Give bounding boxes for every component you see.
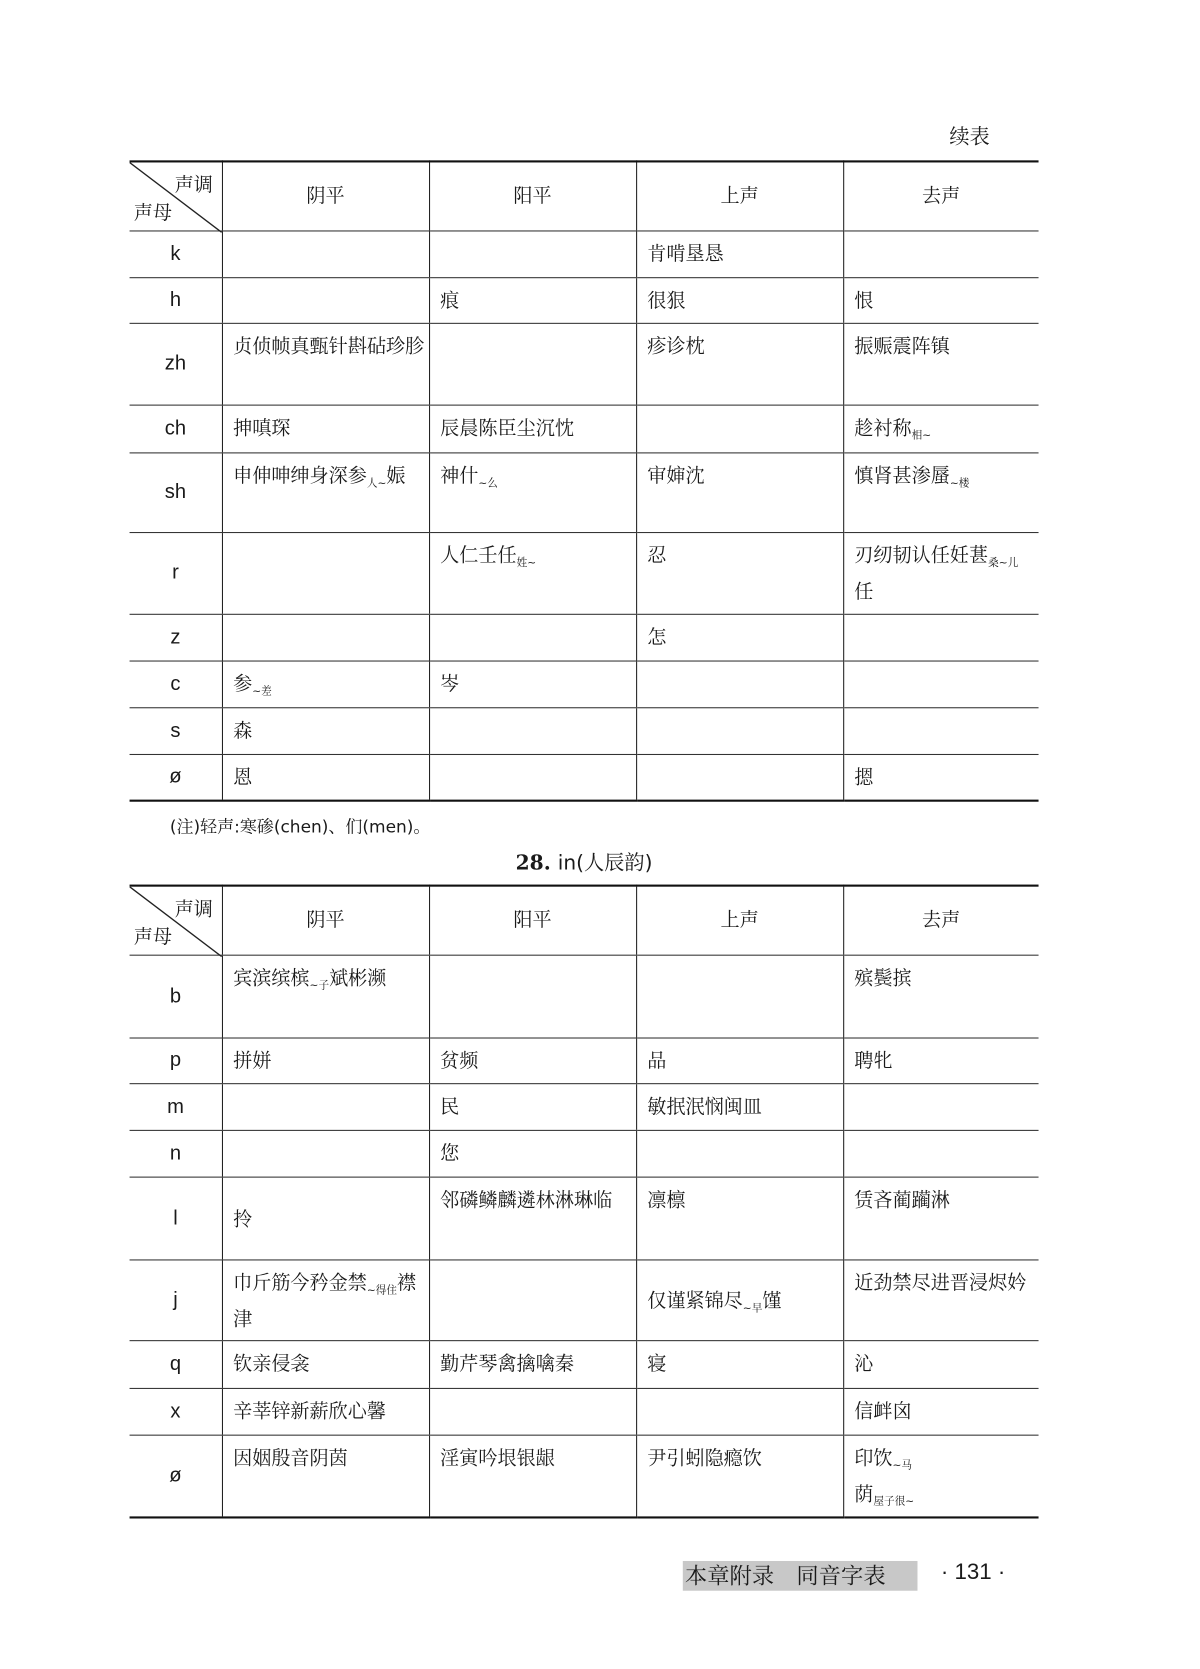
homophone-chars: 辰晨陈臣尘沉忱: [440, 417, 574, 440]
usage-note: ~子: [309, 980, 330, 992]
homophone-chars: 恨: [854, 289, 874, 313]
homophone-chars: 神什: [440, 465, 479, 488]
chars-cell: [429, 1038, 636, 1084]
chars-cell: [843, 453, 1038, 533]
homophone-chars: 很狠: [647, 289, 686, 313]
homophone-chars: 岑: [440, 673, 460, 696]
homophone-chars: 参: [233, 673, 253, 696]
chars-cell: [636, 661, 843, 708]
corner-initial-label: 声母: [133, 201, 173, 223]
homophone-chars: 聘牝: [854, 1050, 893, 1073]
page-number: · 131 ·: [940, 1559, 1006, 1585]
homophone-chars: 斌彬濒: [329, 967, 387, 990]
chars-cell: [636, 754, 843, 800]
table-row: [130, 708, 1039, 755]
chars-cell: [429, 1388, 636, 1435]
initial-cell: l: [130, 1177, 222, 1260]
homophone-chars: 品: [647, 1050, 667, 1073]
homophone-chars: 森: [233, 719, 253, 743]
homophone-chars: 近劲禁尽进晋浸烬妗: [854, 1272, 1027, 1295]
homophone-chars: 辛莘锌新薪欣心馨: [233, 1400, 387, 1423]
chars-cell: [843, 1435, 1038, 1517]
homophone-chars: 任: [854, 580, 874, 604]
chars-cell: [843, 278, 1038, 324]
chars-cell: [429, 754, 636, 800]
homophone-chars: 抻嗔琛: [233, 417, 291, 440]
chars-cell: [222, 323, 429, 405]
initial-cell: x: [130, 1388, 222, 1435]
chars-cell: [636, 533, 843, 615]
homophone-chars: 宾滨缤槟: [233, 967, 310, 990]
initial-cell: r: [130, 533, 222, 615]
usage-note: 人~: [366, 477, 387, 490]
chars-cell: [843, 708, 1038, 755]
chars-cell: [429, 323, 636, 405]
homophone-chars: 疹诊枕: [647, 335, 705, 358]
chars-cell: [636, 323, 843, 405]
chars-cell: [843, 533, 1038, 615]
chars-cell: [429, 955, 636, 1038]
tone-header: 上声: [636, 886, 843, 956]
table-row: [130, 1260, 1039, 1341]
corner-tone-label: 声调: [174, 174, 213, 196]
homophone-chars: 民: [440, 1095, 460, 1119]
chars-cell: [222, 1341, 429, 1389]
running-footer: 本章附录 同音字表: [683, 1561, 918, 1591]
corner-tone-label: 声调: [174, 898, 213, 920]
usage-note: ~马: [892, 1460, 913, 1472]
chars-cell: [429, 278, 636, 324]
initial-cell: q: [130, 1341, 222, 1389]
tone-header: 去声: [843, 886, 1038, 956]
table-row: [130, 1435, 1039, 1517]
corner-cell: [130, 161, 222, 231]
usage-note: 屋子很~: [873, 1496, 915, 1508]
initial-cell: zh: [130, 323, 222, 405]
table-row: [130, 533, 1039, 615]
initial-cell: c: [130, 661, 222, 708]
chars-cell: [429, 1341, 636, 1389]
table-row: [130, 1130, 1039, 1177]
chars-cell: [636, 1084, 843, 1131]
homophone-chars: 因姻殷音阴茵: [233, 1447, 348, 1470]
chars-cell: [429, 1084, 636, 1131]
chars-cell: [636, 1341, 843, 1389]
initial-cell: ø: [130, 1435, 222, 1517]
usage-note: ~得住: [366, 1284, 398, 1297]
usage-note: 姓~: [516, 557, 537, 570]
usage-note: ~么: [478, 477, 498, 490]
chars-cell: [429, 1435, 636, 1517]
homophone-chars: 您: [440, 1142, 460, 1165]
section-rhyme: in(人辰韵): [557, 851, 653, 876]
table-row: [130, 1388, 1039, 1435]
homophone-chars: 荫: [854, 1483, 874, 1506]
chars-cell: [222, 661, 429, 708]
table-note: (注)轻声:寒碜(chen)、们(men)。: [169, 816, 431, 837]
tone-header: 去声: [843, 161, 1038, 231]
homophone-chars: 淫寅吟垠银龈: [440, 1447, 555, 1470]
tone-header: 阳平: [429, 161, 636, 231]
homophone-chars: 拎: [233, 1208, 253, 1231]
homophone-chars: 慎肾甚渗蜃: [854, 465, 950, 488]
chars-cell: [429, 614, 636, 661]
usage-note: ~差: [252, 685, 272, 698]
chars-cell: [636, 1038, 843, 1084]
chars-cell: [636, 1177, 843, 1260]
corner-cell: [130, 886, 222, 956]
tone-header: 阳平: [429, 886, 636, 956]
chars-cell: [429, 405, 636, 453]
chars-cell: [222, 405, 429, 453]
initial-cell: n: [130, 1130, 222, 1177]
initial-cell: m: [130, 1084, 222, 1131]
homophone-chars: 刃纫韧认任妊葚: [854, 544, 989, 568]
chars-cell: [429, 1177, 636, 1260]
chars-cell: [222, 614, 429, 661]
chars-cell: [636, 405, 843, 453]
table-row: [130, 614, 1039, 661]
chars-cell: [843, 323, 1038, 405]
homophone-chars: 娠: [386, 465, 406, 488]
table-row: [130, 453, 1039, 533]
corner-initial-label: 声母: [133, 925, 173, 948]
chars-cell: [843, 1341, 1038, 1389]
homophone-chars: 人仁壬任: [440, 544, 517, 568]
homophone-table-en: [130, 160, 1039, 801]
homophone-chars: 寝: [647, 1352, 667, 1376]
usage-note: 桑~儿: [988, 557, 1019, 570]
initial-cell: h: [130, 278, 222, 324]
initial-cell: ø: [130, 754, 222, 800]
section-number: 28.: [515, 851, 551, 876]
chars-cell: [636, 1435, 843, 1517]
usage-note: ~楼: [949, 477, 970, 490]
homophone-chars: 肯啃垦恳: [647, 243, 724, 266]
table-row: [130, 405, 1039, 453]
table-row: [130, 1084, 1039, 1131]
chars-cell: [222, 278, 429, 324]
homophone-chars: 钦亲侵衾: [233, 1352, 310, 1376]
chars-cell: [222, 754, 429, 800]
homophone-chars: 摁: [854, 766, 874, 789]
chars-cell: [843, 1177, 1038, 1260]
chars-cell: [843, 661, 1038, 708]
table-row: [130, 1038, 1039, 1084]
homophone-chars: 襟津: [233, 1272, 417, 1331]
initial-cell: k: [130, 231, 222, 278]
homophone-chars: 印饮: [854, 1447, 893, 1470]
chars-cell: [843, 754, 1038, 800]
chars-cell: [429, 1260, 636, 1341]
chars-cell: [222, 533, 429, 615]
homophone-chars: 邻磷鳞麟遴林淋琳临: [440, 1189, 613, 1212]
chars-cell: [843, 955, 1038, 1038]
chars-cell: [636, 708, 843, 755]
homophone-table-in: [130, 885, 1039, 1518]
usage-note: ~早: [742, 1302, 763, 1315]
initial-cell: z: [130, 614, 222, 661]
chars-cell: [429, 1130, 636, 1177]
chars-cell: [222, 955, 429, 1038]
chars-cell: [843, 1084, 1038, 1131]
table-row: [130, 278, 1039, 324]
homophone-chars: 贫频: [440, 1050, 479, 1073]
chars-cell: [429, 661, 636, 708]
homophone-chars: 沁: [854, 1352, 874, 1376]
homophone-chars: 怎: [647, 626, 667, 649]
chars-cell: [636, 614, 843, 661]
initial-cell: sh: [130, 453, 222, 533]
homophone-chars: 巾斤筋今矜金禁: [233, 1272, 367, 1295]
homophone-chars: 申伸呻绅身深参: [233, 465, 367, 488]
initial-cell: p: [130, 1038, 222, 1084]
homophone-chars: 赁吝蔺躏淋: [854, 1189, 950, 1212]
chars-cell: [429, 533, 636, 615]
chars-cell: [222, 1177, 429, 1260]
homophone-chars: 殡鬓摈: [854, 967, 912, 990]
chars-cell: [222, 1038, 429, 1084]
header-row: [130, 886, 1039, 956]
chars-cell: [222, 1388, 429, 1435]
table-row: [130, 231, 1039, 278]
initial-cell: j: [130, 1260, 222, 1341]
tone-header: 阴平: [222, 161, 429, 231]
homophone-chars: 仅谨紧锦尽: [647, 1290, 743, 1313]
initial-cell: b: [130, 955, 222, 1038]
chars-cell: [222, 231, 429, 278]
header-row: [130, 161, 1039, 231]
chars-cell: [843, 1260, 1038, 1341]
chars-cell: [843, 1130, 1038, 1177]
chars-cell: [636, 955, 843, 1038]
homophone-chars: 勤芹琴禽擒噙秦: [440, 1352, 574, 1376]
chars-cell: [222, 453, 429, 533]
chars-cell: [843, 614, 1038, 661]
homophone-chars: 信衅囟: [854, 1400, 912, 1423]
homophone-chars: 馑: [762, 1290, 782, 1313]
homophone-chars: 贞侦帧真甄针斟砧珍胗: [233, 335, 425, 358]
chars-cell: [636, 1388, 843, 1435]
chars-cell: [843, 1038, 1038, 1084]
table-row: [130, 1177, 1039, 1260]
usage-note: 相~: [911, 430, 932, 442]
chars-cell: [222, 708, 429, 755]
chars-cell: [636, 1260, 843, 1341]
chars-cell: [222, 1435, 429, 1517]
chars-cell: [636, 231, 843, 278]
section-title: [0, 847, 1168, 876]
chars-cell: [429, 231, 636, 278]
chars-cell: [843, 231, 1038, 278]
chars-cell: [222, 1084, 429, 1131]
chars-cell: [636, 278, 843, 324]
chars-cell: [429, 453, 636, 533]
tone-header: 上声: [636, 161, 843, 231]
table-row: [130, 323, 1039, 405]
table-row: [130, 754, 1039, 800]
homophone-chars: 拼姘: [233, 1050, 272, 1073]
chars-cell: [843, 1388, 1038, 1435]
table-row: [130, 955, 1039, 1038]
homophone-chars: 敏抿泯悯闽皿: [647, 1095, 762, 1119]
initial-cell: ch: [130, 405, 222, 453]
chars-cell: [222, 1260, 429, 1341]
homophone-chars: 振赈震阵镇: [854, 335, 950, 358]
chars-cell: [843, 405, 1038, 453]
homophone-chars: 凛檩: [647, 1189, 686, 1212]
table-row: [130, 661, 1039, 708]
homophone-chars: 趁衬称: [854, 417, 912, 440]
continued-label: 续表: [949, 125, 990, 149]
homophone-chars: 尹引蚓隐瘾饮: [647, 1447, 762, 1470]
homophone-chars: 忍: [647, 544, 667, 568]
homophone-chars: 审婶沈: [647, 465, 705, 488]
tone-header: 阴平: [222, 886, 429, 956]
chars-cell: [636, 1130, 843, 1177]
chars-cell: [222, 1130, 429, 1177]
initial-cell: s: [130, 708, 222, 755]
chars-cell: [429, 708, 636, 755]
table-row: [130, 1341, 1039, 1389]
chars-cell: [636, 453, 843, 533]
homophone-chars: 恩: [233, 766, 253, 789]
homophone-chars: 痕: [440, 289, 460, 313]
